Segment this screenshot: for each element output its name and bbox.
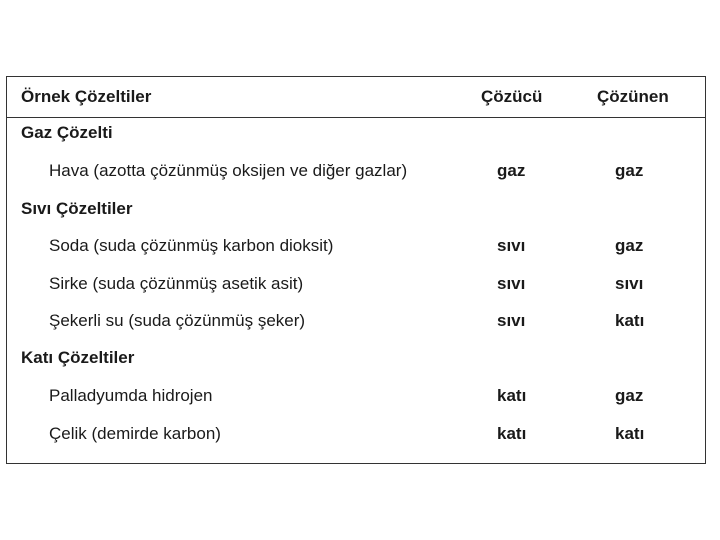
- row-solvent: sıvı: [497, 311, 526, 330]
- row-solute: katı: [615, 424, 645, 443]
- row-solvent: sıvı: [497, 274, 526, 293]
- row-solute: katı: [615, 311, 645, 330]
- group-title-liquid: Sıvı Çözeltiler: [21, 199, 133, 218]
- solutions-table: [6, 76, 706, 464]
- table-header: [7, 77, 705, 118]
- row-solute: gaz: [615, 236, 644, 255]
- row-name: Hava (azotta çözünmüş oksijen ve diğer gazlar): [49, 161, 408, 180]
- row-solvent: katı: [497, 386, 527, 405]
- row-name: Soda (suda çözünmüş karbon dioksit): [49, 236, 334, 255]
- group-title-solid: Katı Çözeltiler: [21, 348, 135, 367]
- row-solvent: gaz: [497, 161, 526, 180]
- row-name: Palladyumda hidrojen: [49, 386, 213, 405]
- row-name: Şekerli su (suda çözünmüş şeker): [49, 311, 306, 330]
- row-solvent: katı: [497, 424, 527, 443]
- row-name: Çelik (demirde karbon): [49, 424, 221, 443]
- row-solute: gaz: [615, 386, 644, 405]
- row-name: Sirke (suda çözünmüş asetik asit): [49, 274, 304, 293]
- row-solute: gaz: [615, 161, 644, 180]
- header-solvent: Çözücü: [481, 87, 543, 106]
- group-title-gas: Gaz Çözelti: [21, 123, 113, 142]
- row-solute: sıvı: [615, 274, 644, 293]
- header-solute: Çözünen: [597, 87, 669, 106]
- row-solvent: sıvı: [497, 236, 526, 255]
- header-example: Örnek Çözeltiler: [21, 87, 152, 106]
